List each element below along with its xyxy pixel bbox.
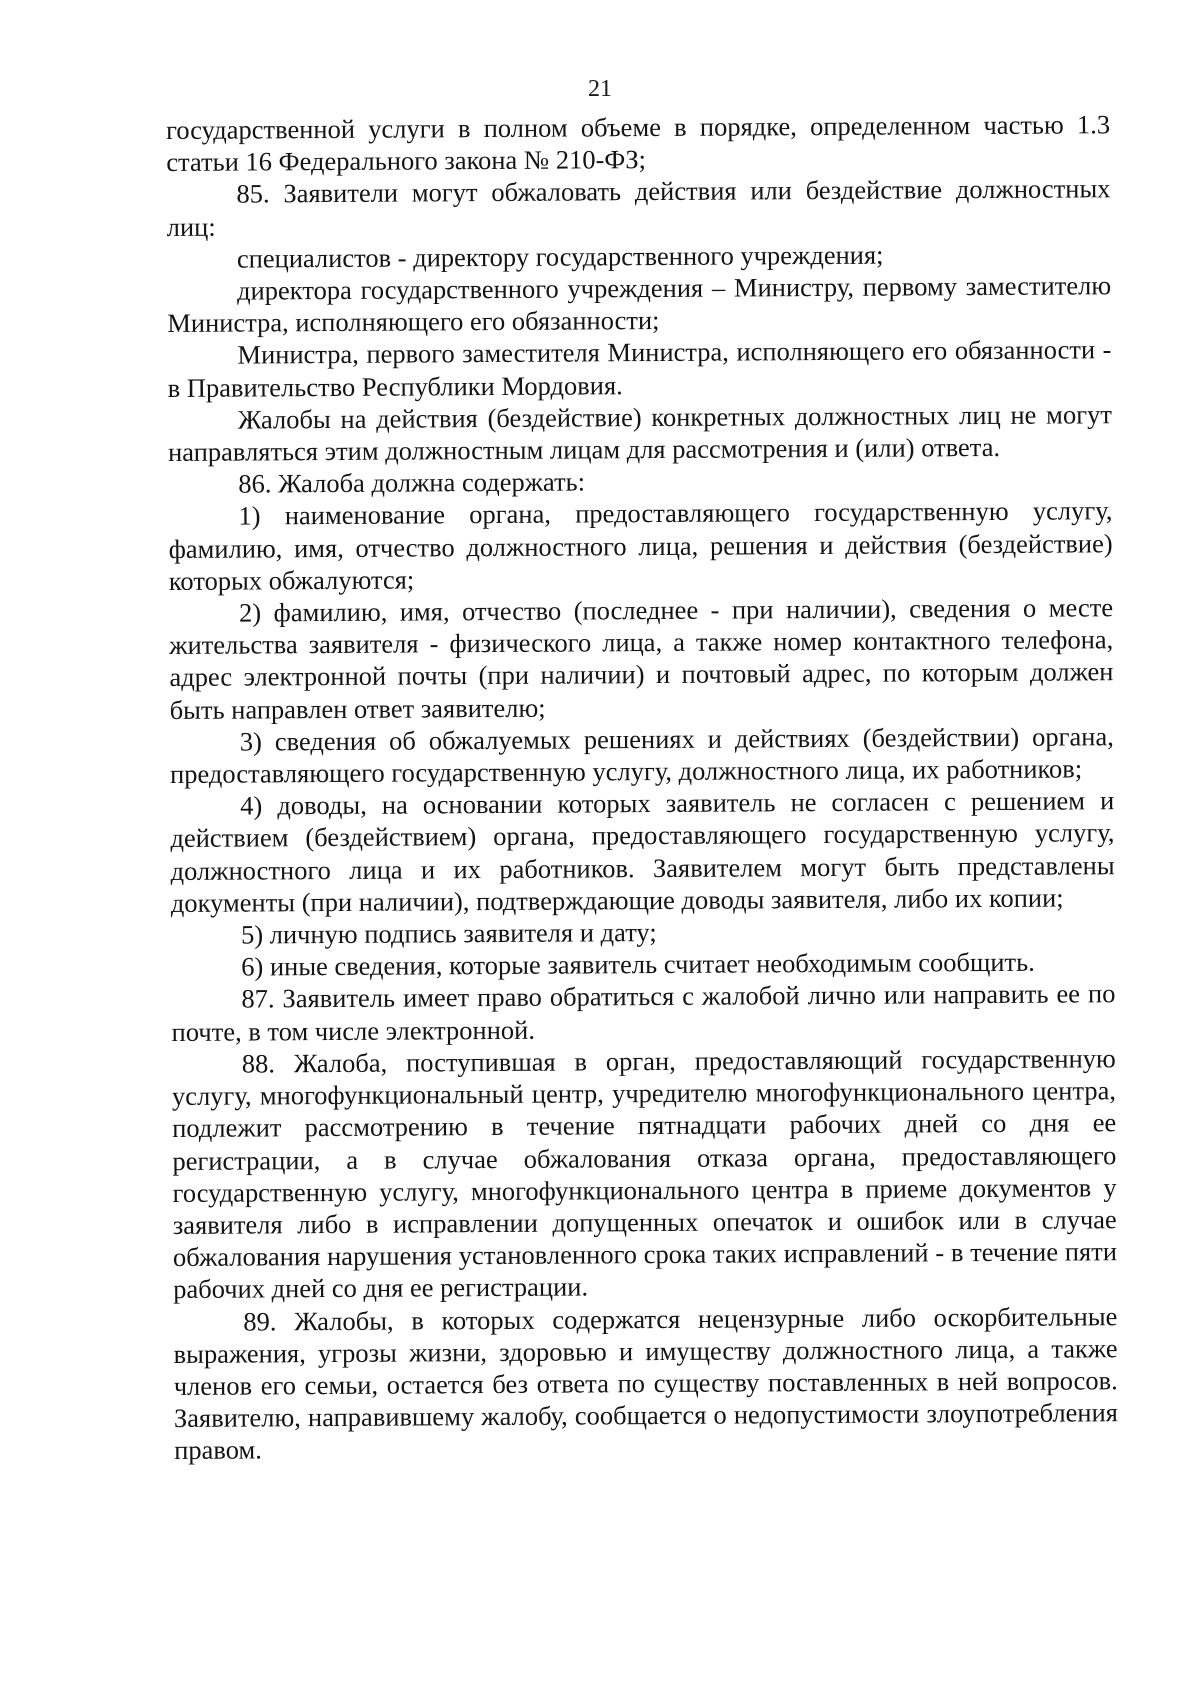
- paragraph-86-item-5: 5) личную подпись заявителя и дату;: [240, 917, 657, 950]
- paragraph-86: 86. Жалоба должна содержать:: [238, 466, 586, 499]
- paragraph-88: 88. Жалоба, поступившая в орган, предоставляющий государственную услугу, многофункциональный центр, учредителю многофункционального центра, подлежит рассмотрению в течение пятнадцати рабочих дней со дня ее регистрации, а в случае обжалования отказа органа, предоставляющего государственную услугу, многофункционального центра в приеме документов у заявителя либо в исправлении допущенных опечаток и ошибок или в случае обжалования нарушения установленного срока таких исправлений - в течение пяти рабочих дней со дня ее регистрации.: [171, 1043, 1118, 1305]
- paragraph-specialists: специалистов - директору государственного учреждения;: [236, 239, 884, 274]
- paragraph-complaints-restriction: Жалобы на действия (бездействие) конкретных должностных лиц не могут направляться этим должностным лицам для рассмотрения и (или) ответа.: [167, 399, 1112, 468]
- paragraph-89: 89. Жалобы, в которых содержатся нецензурные либо оскорбительные выражения, угрозы жизни, здоровью и имуществу должностного лица, а также членов его семьи, остается без ответа по существу поставленных в ней вопросов. Заявителю, направившему жалобу, сообщается о недопустимости злоупотребления правом.: [173, 1300, 1119, 1466]
- document-body: [166, 108, 1118, 1466]
- page-number: 21: [588, 76, 612, 102]
- paragraph-director: директора государственного учреждения – Министру, первому заместителю Министра, исполняющего его обязанности;: [167, 270, 1112, 339]
- paragraph-86-item-3: 3) сведения об обжалуемых решениях и действиях (бездействии) органа, предоставляющего государственную услугу, должностного лица, их работников;: [169, 721, 1114, 790]
- paragraph-86-item-2: 2) фамилию, имя, отчество (последнее - при наличии), сведения о месте жительства заявителя - физического лица, а также номер контактного телефона, адрес электронной почты (при наличии) и почтовый адрес, по которым должен быть направлен ответ заявителю;: [169, 592, 1114, 725]
- paragraph-86-item-1: 1) наименование органа, предоставляющего государственную услугу, фамилию, имя, отчество должностного лица, решения и действия (бездействие) которых обжалуются;: [168, 495, 1113, 596]
- paragraph-continuation: государственной услуги в полном объеме в порядке, определенном частью 1.3 статьи 16 Федерального закона № 210-ФЗ;: [166, 109, 1111, 178]
- paragraph-85: 85. Заявители могут обжаловать действия или бездействие должностных лиц:: [166, 173, 1111, 242]
- paragraph-minister: Министра, первого заместителя Министра, исполняющего его обязанности - в Правительство Республики Мордовия.: [167, 334, 1112, 403]
- paragraph-87: 87. Заявитель имеет право обратиться с жалобой лично или направить ее по почте, в том числе электронной.: [171, 978, 1116, 1047]
- paragraph-86-item-6: 6) иные сведения, которые заявитель считает необходимым сообщить.: [241, 946, 1035, 982]
- paragraph-86-item-4: 4) доводы, на основании которых заявитель не согласен с решением и действием (бездействием) органа, предоставляющего государственную услугу, должностного лица и их работников. Заявителем могут быть представлены документы (при наличии), подтверждающие доводы заявителя, либо их копии;: [170, 785, 1115, 918]
